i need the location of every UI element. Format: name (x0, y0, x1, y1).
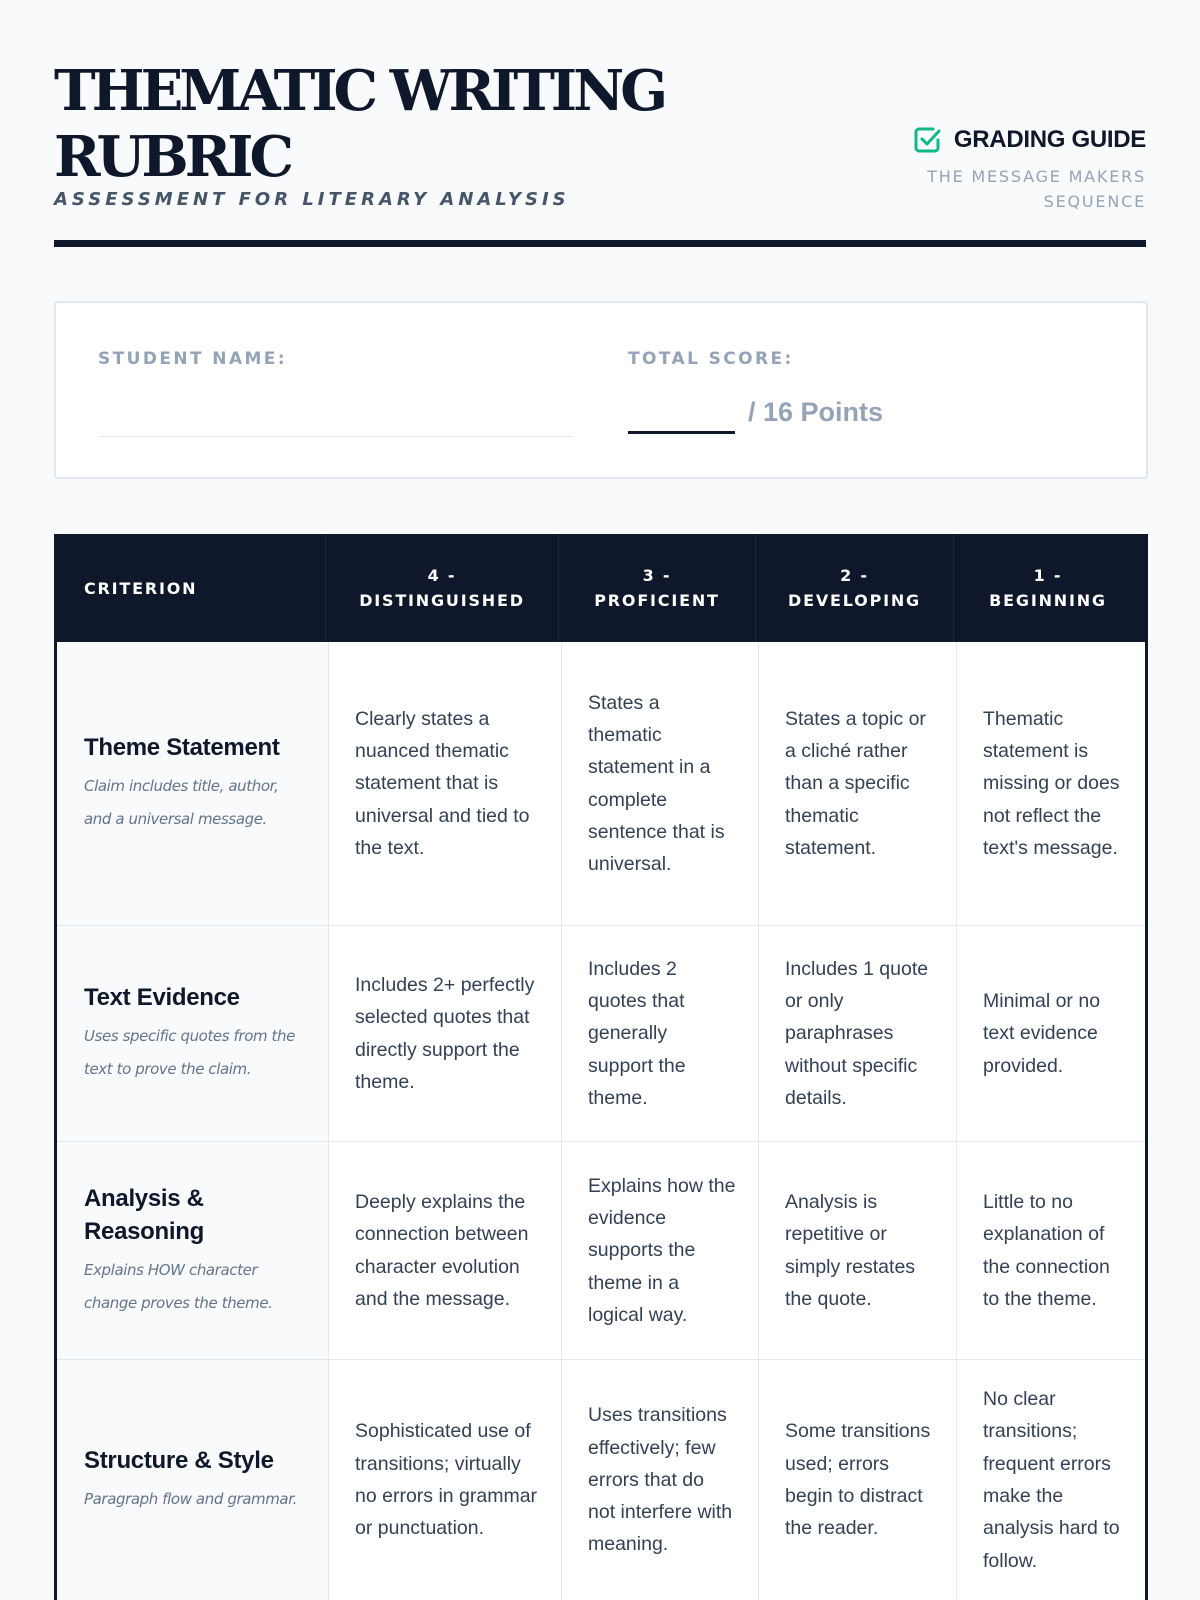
sequence-name-line-2: SEQUENCE (1043, 192, 1146, 211)
table-row (57, 1360, 1145, 1600)
level-4-cell: Deeply explains the connection between character evolution and the message. (329, 1142, 562, 1359)
student-name-field[interactable] (98, 436, 574, 437)
check-square-icon (912, 125, 942, 155)
page-subtitle: ASSESSMENT FOR LITERARY ANALYSIS (54, 189, 570, 210)
page-header (54, 0, 1146, 247)
level-2-cell: Some transitions used; errors begin to distract the reader. (759, 1360, 957, 1600)
criterion-title: Theme Statement (84, 734, 280, 761)
column-header-beginning: 1 - BEGINNING (989, 566, 1107, 610)
level-2-cell: Analysis is repetitive or simply restates the quote. (759, 1142, 957, 1359)
column-header-proficient: 3 - PROFICIENT (559, 534, 756, 642)
criterion-cell (57, 1142, 329, 1359)
table-row (57, 926, 1145, 1142)
sequence-name-line-1: THE MESSAGE MAKERS (927, 167, 1146, 186)
grading-guide-block (786, 124, 1146, 214)
criterion-title: Text Evidence (84, 984, 240, 1011)
criterion-cell (57, 642, 329, 925)
criterion-description: Uses specific quotes from the text to prove the claim. (84, 1027, 295, 1078)
student-name-label: STUDENT NAME: (98, 349, 288, 369)
level-3-cell: Explains how the evidence supports the theme in a logical way. (562, 1142, 759, 1359)
student-info-card (54, 301, 1148, 479)
rubric-header-row (54, 534, 1148, 642)
level-1-cell: Minimal or no text evidence provided. (983, 990, 1101, 1077)
column-header-distinguished: 4 - DISTINGUISHED (326, 534, 559, 642)
total-points-text: / 16 Points (748, 397, 884, 427)
table-row (57, 642, 1145, 926)
criterion-title: Structure & Style (84, 1447, 274, 1474)
total-score-field[interactable] (628, 431, 735, 434)
sequence-name (786, 164, 1146, 214)
level-4-cell: Clearly states a nuanced thematic statement that is universal and tied to the text. (329, 642, 562, 925)
grading-guide-label: GRADING GUIDE (953, 126, 1146, 153)
level-1-cell: No clear transitions; frequent errors make the analysis hard to follow. (983, 1388, 1120, 1572)
level-3-cell: Uses transitions effectively; few errors that do not interfere with meaning. (562, 1360, 759, 1600)
page-title: THEMATIC WRITING RUBRIC (54, 58, 665, 190)
criterion-description: Paragraph flow and grammar. (84, 1490, 297, 1508)
column-header-criterion: CRITERION (54, 534, 326, 642)
criterion-title: Analysis & Reasoning (84, 1184, 204, 1245)
criterion-description: Claim includes title, author, and a universal message. (84, 777, 279, 828)
column-header-developing: 2 - DEVELOPING (756, 534, 954, 642)
rubric-table (54, 534, 1148, 1600)
grading-guide-label-row (786, 124, 1146, 156)
total-score-label: TOTAL SCORE: (628, 349, 794, 369)
criterion-cell (57, 926, 329, 1141)
level-2-cell: States a topic or a cliché rather than a specific thematic statement. (759, 642, 957, 925)
level-2-cell: Includes 1 quote or only paraphrases without specific details. (759, 926, 957, 1141)
level-3-cell: States a thematic statement in a complete sentence that is universal. (562, 642, 759, 925)
criterion-description: Explains HOW character change proves the theme. (84, 1260, 273, 1312)
level-1-cell: Little to no explanation of the connection to the theme. (983, 1190, 1110, 1310)
level-4-cell: Includes 2+ perfectly selected quotes that directly support the theme. (329, 926, 562, 1141)
table-row (57, 1142, 1145, 1360)
level-4-cell: Sophisticated use of transitions; virtually no errors in grammar or punctuation. (329, 1360, 562, 1600)
criterion-cell (57, 1360, 329, 1600)
level-1-cell: Thematic statement is missing or does not reflect the text's message. (983, 707, 1120, 859)
level-3-cell: Includes 2 quotes that generally support the theme. (562, 926, 759, 1141)
